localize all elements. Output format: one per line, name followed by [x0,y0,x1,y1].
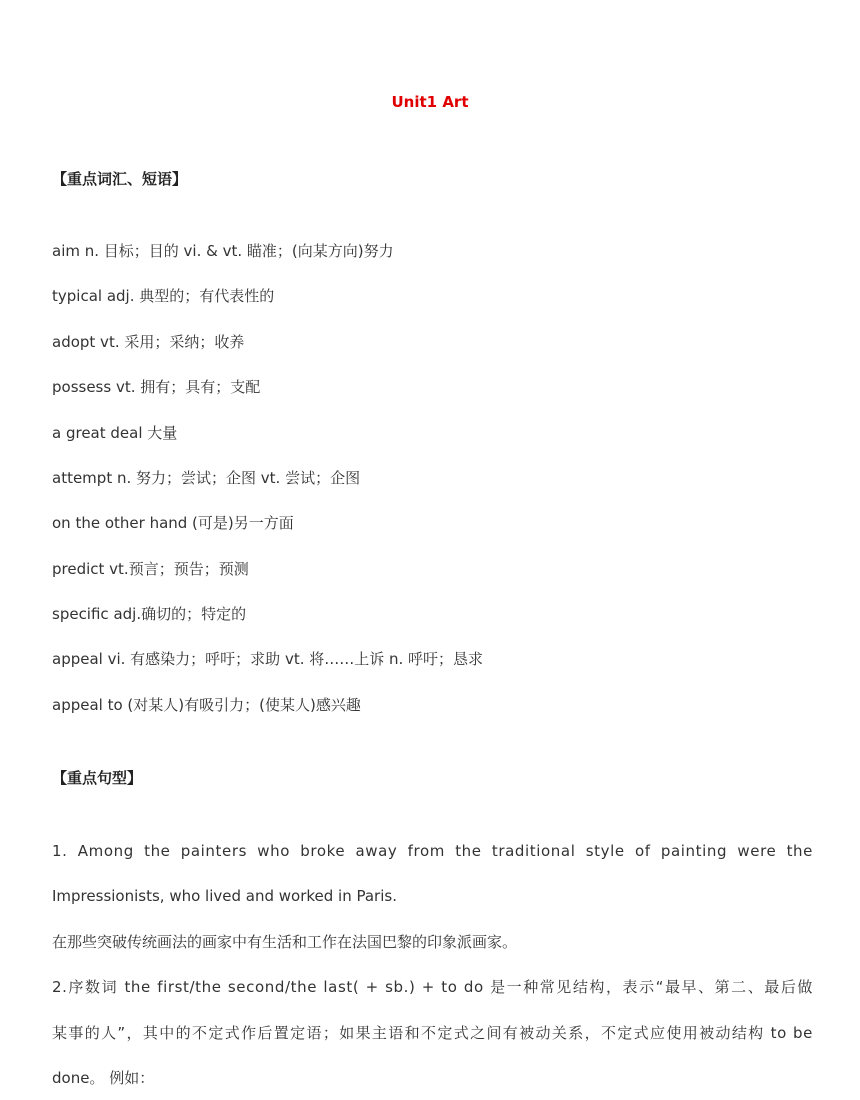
sentence-heading: 【重点句型】 [52,769,143,787]
vocab-item-appeal: appeal vi. 有感染力；呼吁；求助 vt. 将……上诉 n. 呼吁；恳求 [52,650,484,668]
vocab-item-great-deal: a great deal 大量 [52,424,178,442]
sentence-2-cont-2 [52,1067,813,1089]
sentence-2-line-3: done。 例如： [52,1069,155,1087]
sentence-1-translation [52,931,813,953]
sentence-1-translation-text: 在那些突破传统画法的画家中有生活和工作在法国巴黎的印象派画家。 [52,933,518,951]
vocab-item-predict: predict vt.预言；预告；预测 [52,560,249,578]
vocab-item-appeal-to: appeal to (对某人)有吸引力；(使某人)感兴趣 [52,696,361,714]
sentence-1 [52,840,813,862]
sentence-2 [52,976,813,998]
vocab-item-specific: specific adj.确切的；特定的 [52,605,247,623]
sentence-2-line-2: 某事的人”，其中的不定式作后置定语；如果主语和不定式之间有被动关系，不定式应使用被动结构 to be [52,1024,813,1042]
vocab-item-attempt: attempt n. 努力；尝试；企图 vt. 尝试；企图 [52,469,361,487]
sentence-1-line-1: 1. Among the painters who broke away from the traditional style of painting were the [52,842,813,860]
vocab-item-possess: possess vt. 拥有；具有；支配 [52,378,261,396]
vocab-item-aim: aim n. 目标；目的 vi. & vt. 瞄准；(向某方向)努力 [52,242,394,260]
sentence-2-line-1: 2.序数词 the first/the second/the last( + sb.) + to do 是一种常见结构，表示“最早、第二、最后做 [52,978,813,996]
vocab-item-typical: typical adj. 典型的；有代表性的 [52,287,275,305]
vocab-item-adopt: adopt vt. 采用；采纳；收养 [52,333,245,351]
sentence-1-line-2: Impressionists, who lived and worked in Paris. [52,887,397,905]
document-title: Unit1 Art [391,93,469,111]
vocab-item-other-hand: on the other hand (可是)另一方面 [52,514,294,532]
sentence-1-cont [52,885,813,907]
vocab-heading: 【重点词汇、短语】 [52,170,188,188]
sentence-2-cont [52,1022,813,1044]
